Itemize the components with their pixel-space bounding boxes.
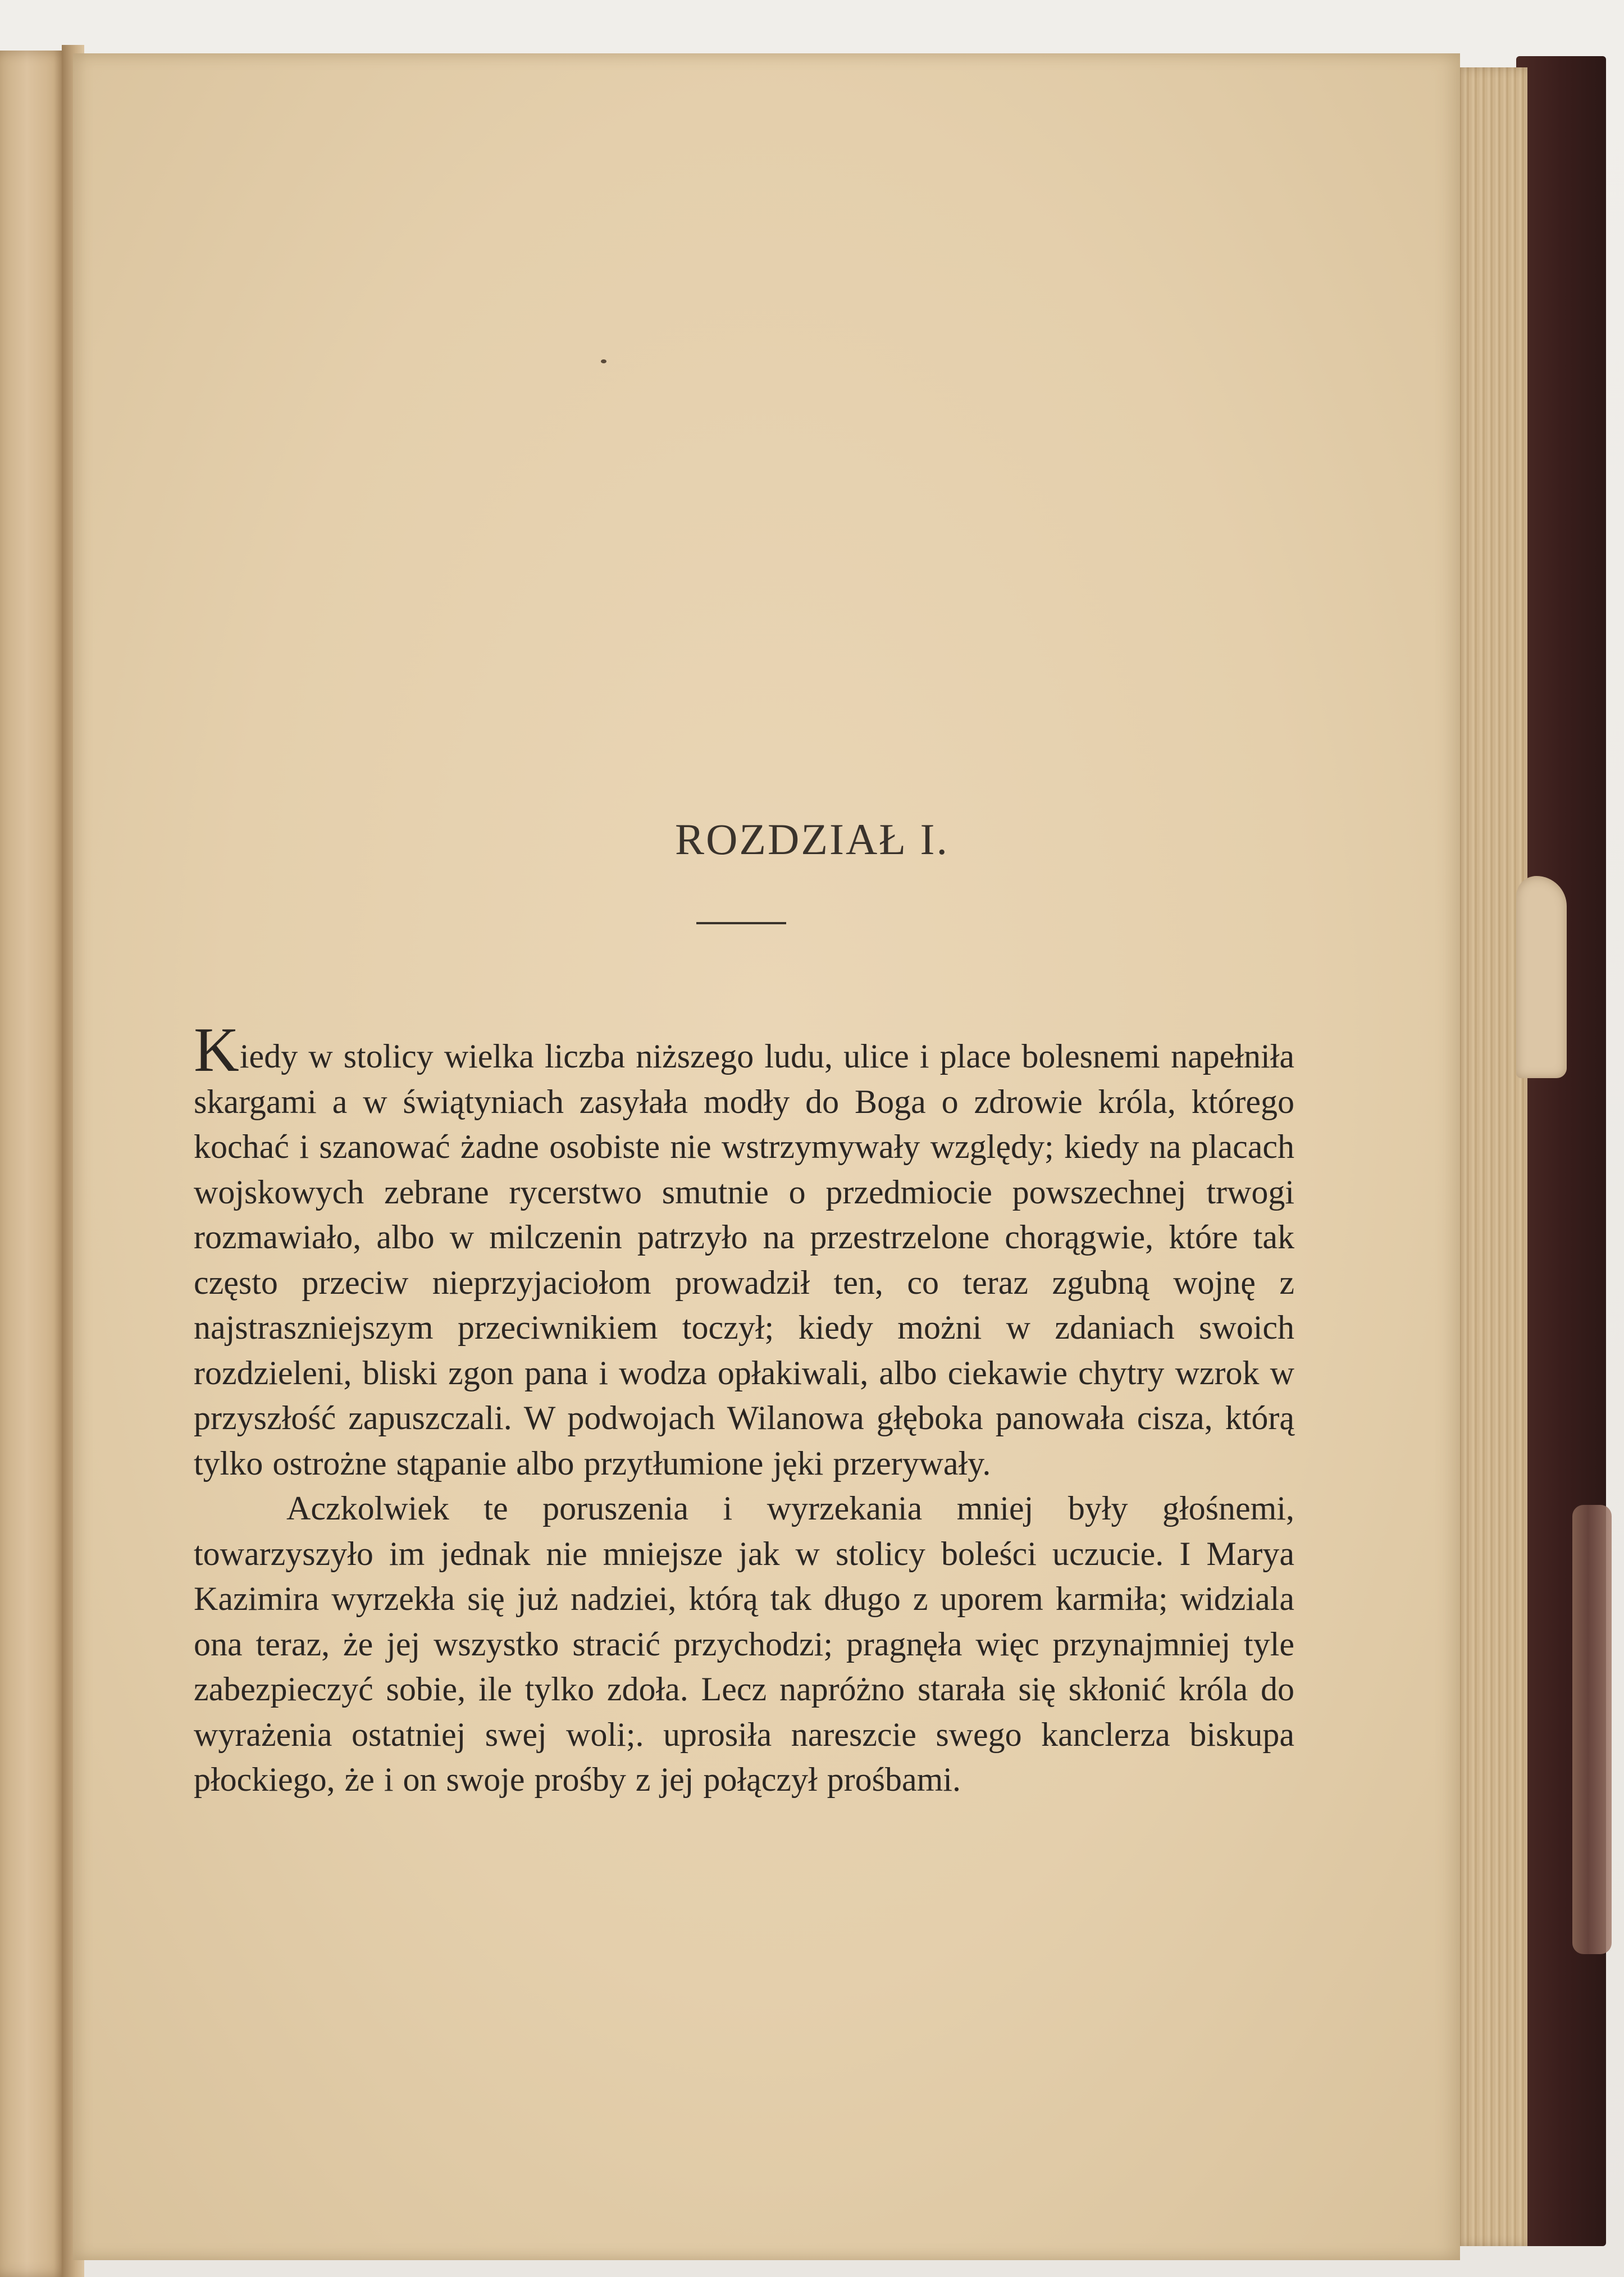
heading-rule (696, 922, 786, 924)
torn-cover-edge (1572, 1505, 1612, 1954)
paragraph-2 (194, 1486, 1294, 1803)
chapter-text (194, 1015, 1294, 1803)
paragraph-1 (194, 1015, 1294, 1486)
left-page-edge (0, 51, 67, 2277)
ink-speck (601, 359, 606, 363)
page-edges (1454, 67, 1527, 2246)
torn-page-edge (1516, 876, 1567, 1078)
paragraph-1-text: iedy w stolicy wielka liczba niższego ludu, ulice i place bolesnemi napełniła skargami a w świątyniach zasyłała modły do Boga o zdrowie króla, którego kochać i szanować żadne osobiste nie wstrzymywały względy; kiedy na placach wojskowych zebrane rycerstwo smutnie o przedmiocie powszechnej trwogi rozmawiało, albo w milczenin patrzyło na przestrzelone chorągwie, które tak często przeciw nieprzyjaciołom prowadził ten, co teraz zgubną wojnę z najstraszniejszym przeciwnikiem toczył; kiedy możni w zdaniach swoich rozdzieleni, bliski zgon pana i wodza opłakiwali, albo ciekawie chytry wzrok w przyszłość zapuszczali. W podwojach Wilanowa głęboka panowała cisza, którą tylko ostrożne stąpanie albo przytłumione jęki przerywały. (194, 1038, 1294, 1482)
chapter-heading: ROZDZIAŁ I. (675, 815, 949, 864)
paragraph-2-text: Aczkolwiek te poruszenia i wyrzekania mniej były głośnemi, towarzyszyło im jednak nie mniejsze jak w stolicy boleści uczucie. I Marya Kazimira wyrzekła się już nadziei, którą tak długo z uporem karmiła; widziala ona teraz, że jej wszystko stracić przychodzi; pragnęła więc przynajmniej tyle zabezpieczyć sobie, ile tylko zdoła. Lecz napróżno starała się skłonić króla do wyrażenia ostatniej swej woli;. uprosiła nareszcie swego kanclerza biskupa płockiego, że i on swoje prośby z jej połączył prośbami. (194, 1490, 1294, 1798)
drop-capital: K (194, 1015, 240, 1085)
